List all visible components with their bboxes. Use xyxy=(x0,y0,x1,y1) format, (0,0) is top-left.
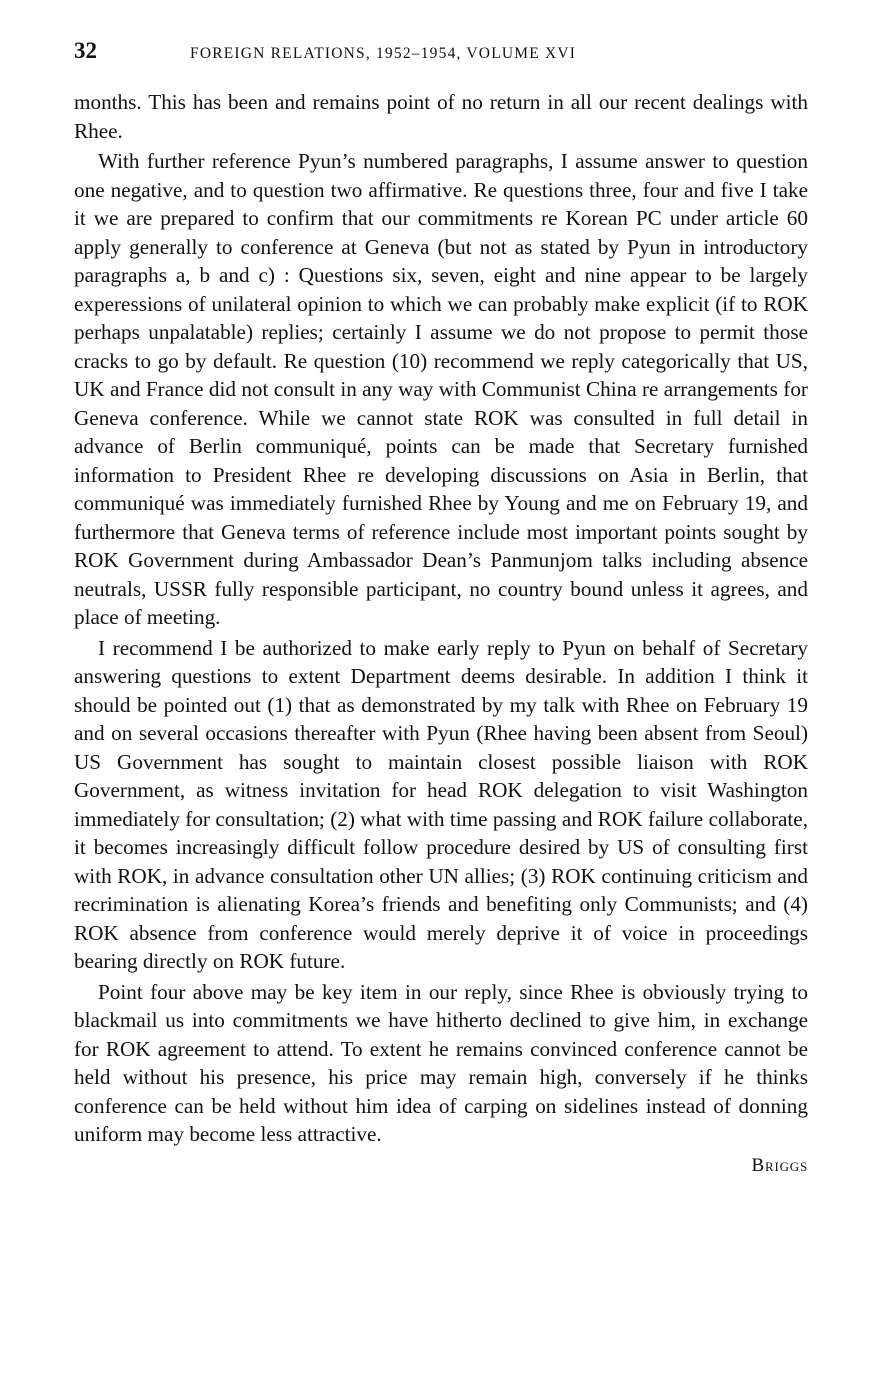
paragraph-continuation: months. This has been and remains point of no return in all our recent dealings with Rhee. xyxy=(74,90,808,143)
running-head xyxy=(74,38,808,74)
header-title: FOREIGN RELATIONS, 1952–1954, VOLUME XVI xyxy=(190,45,577,62)
paragraph-point-four: Point four above may be key item in our reply, since Rhee is obviously trying to blackmail us into commitments we have hitherto declined to give him, in exchange for ROK agreement to attend. To extent he remains convinced conference cannot be held without his presence, his price may remain high, conversely if he thinks conference can be held without him idea of carping on sidelines instead of donning uniform may become less attractive. xyxy=(74,979,808,1146)
page-number: 32 xyxy=(74,38,97,63)
signature: Briggs xyxy=(751,1154,808,1176)
paragraph-recommendation: I recommend I be authorized to make early reply to Pyun on behalf of Secretary answering questions to extent Department deems desirable. In addition I think it should be pointed out (1) that as demonstrated by my talk with Rhee on February 19 and on several occasions thereafter with Pyun (Rhee having been absent from Seoul) US Government has sought to maintain closest possible liaison with ROK Government, as witness invitation for head ROK delegation to visit Washington immediately for consultation; (2) what with time passing and ROK failure collaborate, it becomes increasingly difficult follow procedure desired by US of consulting first with ROK, in advance consultation other UN allies; (3) ROK continuing criticism and recrimination is alienating Korea’s friends and benefiting only Communists; and (4) ROK absence from conference would merely deprive it of voice in proceedings bearing directly on ROK future. xyxy=(74,635,808,973)
paragraph-pyun-questions: With further reference Pyun’s numbered paragraphs, I assume answer to question one negative, and to question two affirmative. Re questions three, four and five I take it we are prepared to confirm that our commitments re Korean PC under article 60 apply generally to conference at Geneva (but not as stated by Pyun in introductory paragraphs a, b and c) : Questions six, seven, eight and nine appear to be largely experessions of unilateral opinion to which we can probably make explicit (if to ROK perhaps unpalatable) replies; certainly I assume we do not propose to permit those cracks to go by default. Re question (10) recommend we reply categorically that US, UK and France did not consult in any way with Communist China re arrangements for Geneva conference. While we cannot state ROK was consulted in full detail in advance of Berlin communiqué, points can be made that Secretary furnished information to President Rhee re developing discussions on Asia in Berlin, that communiqué was immediately furnished Rhee by Young and me on February 19, and furthermore that Geneva terms of reference include most important points sought by ROK Government during Ambassador Dean’s Panmunjom talks including absence neutrals, USSR fully responsible participant, no country bound unless it agrees, and place of meeting. xyxy=(74,149,808,629)
document-page xyxy=(74,38,808,1177)
body-text xyxy=(74,88,808,1149)
